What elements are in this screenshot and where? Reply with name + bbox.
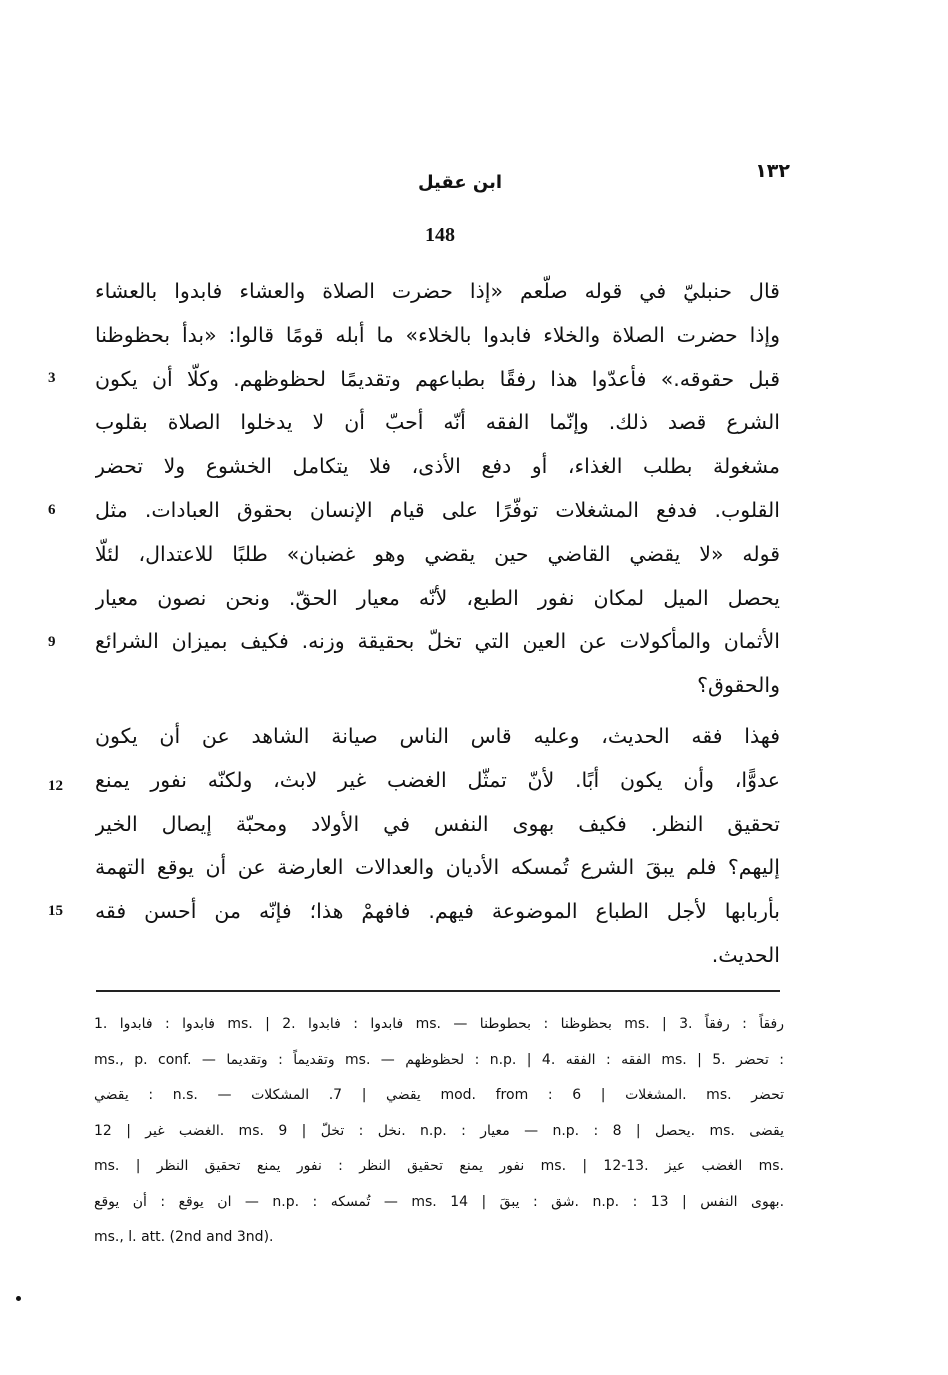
text-line: بأربابها لأجل الطباع الموضوعة فيهم. فافهمْ هذا؛ فإنّه من أحسن فقه	[95, 899, 780, 924]
line-number: 12	[48, 778, 63, 794]
footnote-line: 1. فابدوا : فابدوا ms. | 2. فابدوا : فابدوا ms. — بحظوظنا : بحطوطنا ms. | 3. رفقاً : رفقاً	[94, 1016, 784, 1032]
text-line: القلوب. فدفع المشغلات توفّرًا على قيام الإنسان بحقوق العبادات. مثل	[95, 497, 780, 522]
line-number: 15	[48, 903, 63, 919]
paragraph-2	[95, 715, 780, 978]
text-line: وإذا حضرت الصلاة والخلاء فابدوا بالخلاء» ما أبله قومًا قالوا: «بدأ بحظوظنا	[95, 322, 780, 347]
text-line: عدوًّا، وأن يكون أبًا. لأنّ تمثّل الغضب غير لابث، ولكنّه نفور يمنع	[95, 767, 780, 792]
footnote-line: ms. | نفور يمنع تحقيق النظر : نفور يمنع تحقيق النظر ms. | 12-13. الغضب عيز ms.	[94, 1158, 784, 1174]
paragraph-1	[95, 270, 780, 708]
text-line: قبل حقوقه.» فأعدّوا هذا رفقًا بطباعهم وتقديمًا لحظوظهم. وكلّا أن يكون	[95, 366, 780, 391]
footnote-line: الغضب غير | 12. ms. نخل : تخلّ | 9. n.p. : معيار — n.p. : يحصل | 8. ms. يقضى	[94, 1122, 784, 1139]
text-line: الحديث.	[711, 942, 780, 967]
line-number: 3	[48, 370, 56, 386]
text-line: والحقوق؟	[697, 673, 780, 698]
text-line: الشرع قصد ذلك. وإنّما الفقه أنّه أحبّ أن لا يدخلوا الصلاة بقلوب	[95, 410, 780, 435]
text-line: الأثمان والمأكولات عن العين التي تخلّ بحقيقة وزنه. فكيف بميزان الشرائع	[95, 629, 780, 654]
text-line: فهذا فقه الحديث، وعليه قاس الناس صيانة الشاهد عن أن يكون	[95, 724, 780, 748]
margin-dot	[16, 1296, 21, 1301]
text-line: مشغولة بطلب الغذاء، أو دفع الأذى، فلا يتكامل الخشوع ولا تحضر	[95, 454, 780, 479]
footnote-line: ms., p. conf. — وتقديماً : وتقديما ms. — لحظوظهم : n.p. | 4. الفقه : الفقه ms. | 5. تحضر :	[94, 1051, 784, 1068]
footnotes	[94, 1007, 784, 1256]
line-number: 9	[48, 634, 56, 650]
running-head: ابن عقيل	[417, 172, 503, 193]
page-number: ١٣٢	[755, 160, 790, 182]
footnote-line: ms., l. att. (2nd and 3nd).	[94, 1229, 274, 1245]
text-line: قوله «لا يقضي القاضي حين يقضي وهو غضبان» طلبًا للاعتدال، لئلّا	[95, 541, 780, 566]
text-line: إليهم؟ فلم يبقَ الشرع تُمسكه الأديان والعدالات العارضة عن أن يوقع التهمة	[95, 855, 780, 880]
line-number: 6	[48, 502, 56, 518]
footnote-line: يقضي : n.s. — يقضي | 7. المشكلات mod. from : المشغلات | 6. ms. تحضر	[94, 1087, 784, 1103]
entry-number: 148	[425, 224, 455, 246]
text-line: قال حنبليّ في قوله صلّعم «إذا حضرت الصلاة والعشاء فابدوا بالعشاء	[95, 279, 780, 303]
footnote-line: ان يوقع : أن يوقع — n.p. : تُمسكه — ms. شق : يبقَ | 14. n.p. : بهوى النفس | 13.	[94, 1193, 784, 1210]
text-line: تحقيق النظر. فكيف بهوى النفس في الأولاد ومحبّة إيصال الخير	[95, 811, 780, 836]
footnote-divider	[96, 990, 780, 992]
text-line: يحصل الميل لمكان نفور الطبع، لأنّه معيار الحقّ. ونحن نصون معيار	[95, 585, 780, 610]
